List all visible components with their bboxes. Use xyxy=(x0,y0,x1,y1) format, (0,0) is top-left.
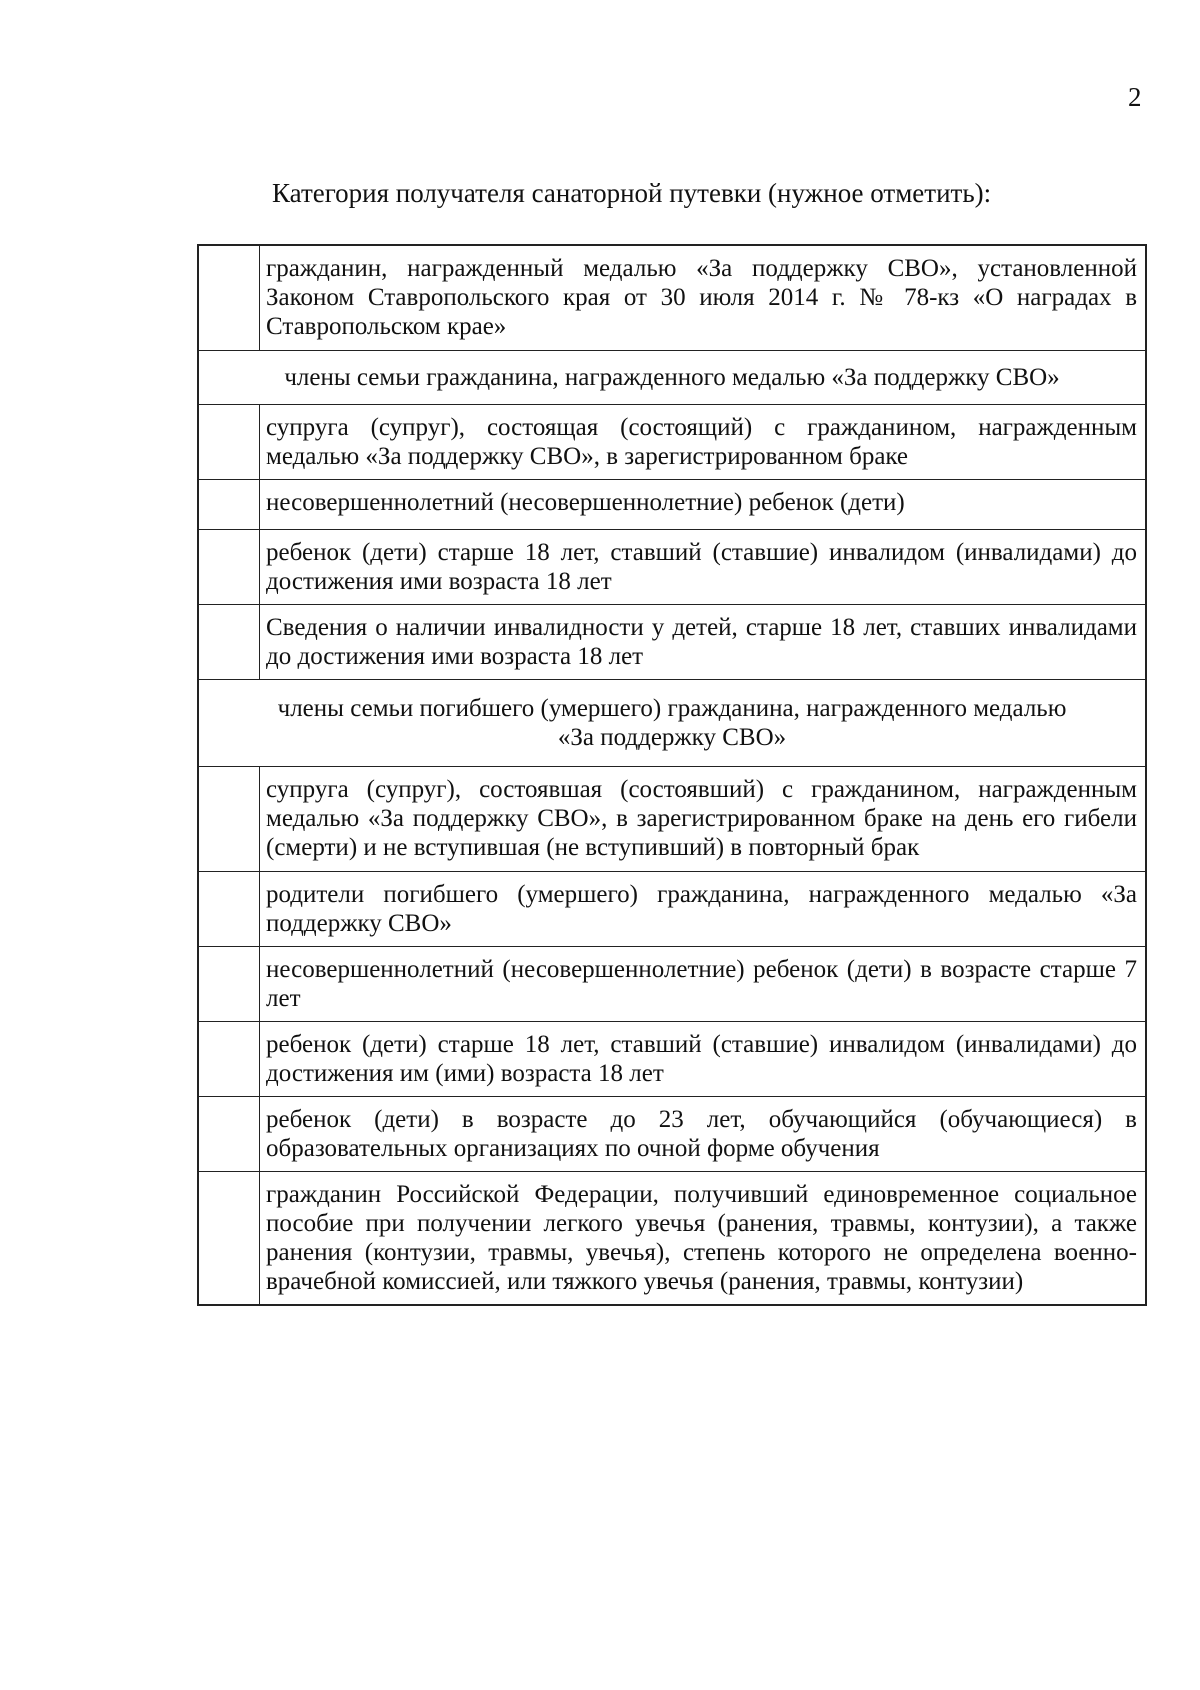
option-text: ребенок (дети) старше 18 лет, ставший (ставшие) инвалидом (инвалидами) до достижения им (ими) возраста 18 лет xyxy=(266,1031,1137,1087)
table-row xyxy=(199,604,1145,679)
form-title: Категория получателя санаторной путевки (нужное отметить): xyxy=(272,178,992,208)
checkbox-cell[interactable] xyxy=(199,1097,260,1171)
checkbox-cell[interactable] xyxy=(199,872,260,946)
section-header-row xyxy=(199,679,1145,766)
section-header-text: члены семьи погибшего (умершего) гражданина, награжденного медалью «За поддержку СВО» xyxy=(277,695,1067,751)
option-text: родители погибшего (умершего) гражданина, награжденного медалью «За поддержку СВО» xyxy=(266,881,1137,937)
option-text: несовершеннолетний (несовершеннолетние) ребенок (дети) в возрасте старше 7 лет xyxy=(266,956,1137,1012)
checkbox-cell[interactable] xyxy=(199,1022,260,1096)
table-row xyxy=(199,766,1145,871)
category-table xyxy=(197,244,1147,1306)
table-row xyxy=(199,1171,1145,1304)
checkbox-cell[interactable] xyxy=(199,530,260,604)
option-text: несовершеннолетний (несовершеннолетние) ребенок (дети) xyxy=(266,489,905,516)
table-row xyxy=(199,871,1145,946)
table-row xyxy=(199,1021,1145,1096)
checkbox-cell[interactable] xyxy=(199,246,260,350)
option-text: гражданин, награжденный медалью «За поддержку СВО», установленной Законом Ставропольского края от 30 июля 2014 г. № 78-кз «О наградах в Ставропольском крае» xyxy=(266,255,1137,340)
option-text: супруга (супруг), состоящая (состоящий) с гражданином, награжденным медалью «За поддержку СВО», в зарегистрированном браке xyxy=(266,414,1137,470)
checkbox-cell[interactable] xyxy=(199,947,260,1021)
checkbox-cell[interactable] xyxy=(199,480,260,529)
checkbox-cell[interactable] xyxy=(199,405,260,479)
checkbox-cell[interactable] xyxy=(199,1172,260,1304)
table-row xyxy=(199,479,1145,529)
section-header-text: члены семьи гражданина, награжденного медалью «За поддержку СВО» xyxy=(284,364,1060,391)
option-text: ребенок (дети) старше 18 лет, ставший (ставшие) инвалидом (инвалидами) до достижения ими возраста 18 лет xyxy=(266,539,1137,595)
checkbox-cell[interactable] xyxy=(199,605,260,679)
option-text: Сведения о наличии инвалидности у детей, старше 18 лет, ставших инвалидами до достижения ими возраста 18 лет xyxy=(266,614,1137,670)
option-text: гражданин Российской Федерации, получивший единовременное социальное пособие при получении легкого увечья (ранения, травмы, контузии), а также ранения (контузии, травмы, увечья), степень которого не определена военно-врачебной комиссией, или тяжкого увечья (ранения, травмы, контузии) xyxy=(266,1181,1137,1295)
table-row xyxy=(199,404,1145,479)
option-text: ребенок (дети) в возрасте до 23 лет, обучающийся (обучающиеся) в образовательных организациях по очной форме обучения xyxy=(266,1106,1137,1162)
checkbox-cell[interactable] xyxy=(199,767,260,871)
table-row xyxy=(199,1096,1145,1171)
option-text: супруга (супруг), состоявшая (состоявший) с гражданином, награжденным медалью «За поддержку СВО», в зарегистрированном браке на день его гибели (смерти) и не вступившая (не вступивший) в повторный брак xyxy=(266,776,1137,861)
table-row xyxy=(199,946,1145,1021)
page-number: 2 xyxy=(1128,82,1142,112)
table-row xyxy=(199,529,1145,604)
table-row xyxy=(199,246,1145,350)
section-header-row xyxy=(199,350,1145,404)
